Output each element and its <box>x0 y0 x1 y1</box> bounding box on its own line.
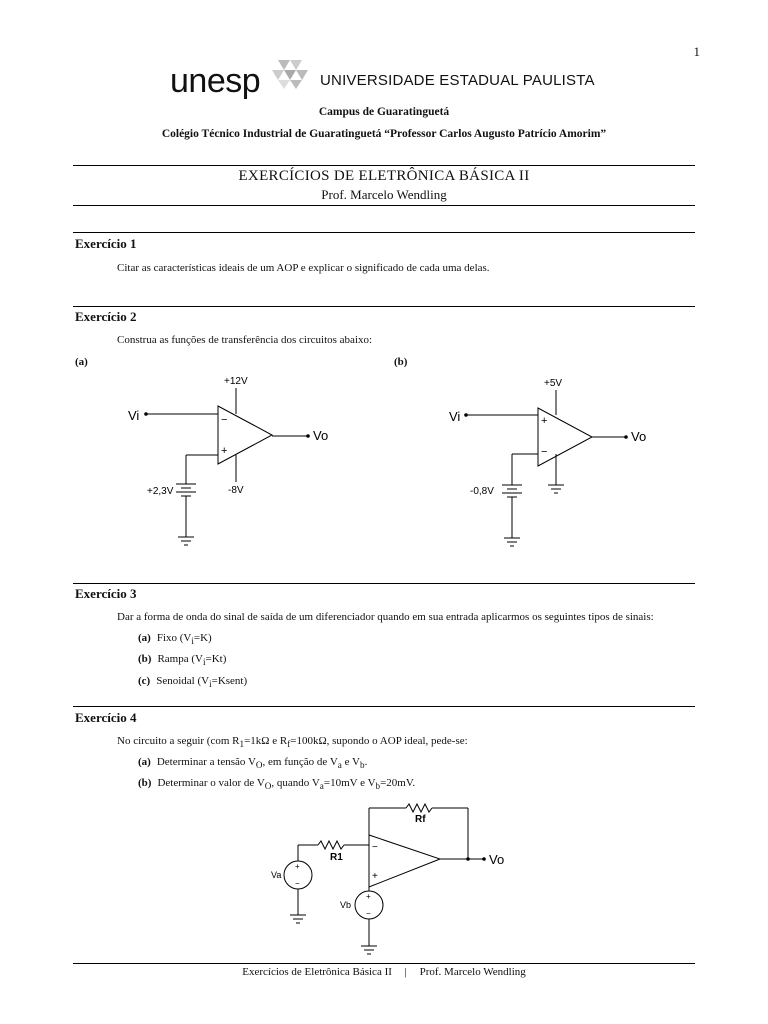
ex4-intro-t3: =100kΩ, supondo o AOP ideal, pede-se: <box>290 735 468 747</box>
title-top-rule <box>73 165 695 166</box>
ex3-item-c-post: =Ksent) <box>211 675 248 687</box>
ex4-item-a-s1: O <box>255 760 263 771</box>
ex4-item-a <box>138 756 367 770</box>
ex3-item-c <box>138 675 247 689</box>
ex3-item-b-pre: Rampa (V <box>157 653 203 665</box>
ex1-text: Citar as características ideais de um AOP e explicar o significado de cada uma delas. <box>117 262 490 274</box>
ex4-item-a-label: (a) <box>138 756 151 768</box>
circuit-b-supply-pos: +5V <box>544 378 563 389</box>
circuit-b-ref: -0,8V <box>470 486 494 497</box>
ex4-item-b-s1: O <box>264 781 272 792</box>
ex4-intro-t1: No circuito a seguir (com R <box>117 735 240 747</box>
circuit-a-plus: + <box>221 445 228 457</box>
footer-left: Exercícios de Eletrônica Básica II <box>242 966 392 978</box>
ex4-item-b-t3: =10mV e V <box>323 777 376 789</box>
ex2-heading: Exercício 2 <box>75 309 137 324</box>
college-name: Colégio Técnico Industrial de Guaratinguetá “Professor Carlos Augusto Patrício Amorim” <box>161 128 607 140</box>
ex4-item-a-t1: Determinar a tensão V <box>156 756 256 768</box>
document-author: Prof. Marcelo Wendling <box>321 187 447 202</box>
campus-name: Campus de Guaratinguetá <box>318 106 450 118</box>
ex4-r1-label: R1 <box>330 852 343 863</box>
ex3-item-a-label: (a) <box>138 632 151 644</box>
unesp-logo-icon <box>270 58 310 90</box>
ex4-opamp-triangle <box>369 835 440 887</box>
ex4-rule <box>73 706 695 707</box>
ex4-opamp-minus: − <box>372 842 378 853</box>
page-number: 1 <box>693 44 700 59</box>
opamp-a-triangle <box>218 406 272 464</box>
ex3-item-a-sub: i <box>191 636 194 647</box>
ex1-rule <box>73 232 695 233</box>
ex4-item-b-s3: b <box>375 781 381 792</box>
ex4-item-a-t2: , em função de V <box>262 756 338 768</box>
title-bottom-rule <box>73 205 695 206</box>
ex2-rule <box>73 306 695 307</box>
page-footer <box>0 966 768 978</box>
ex2-label-a: (a) <box>75 356 88 368</box>
ex3-item-a-post: =K) <box>193 632 212 644</box>
circuit-a-supply-neg: -8V <box>228 485 244 496</box>
university-name: UNIVERSIDADE ESTADUAL PAULISTA <box>320 72 595 89</box>
circuit-a-input: Vi <box>128 408 140 423</box>
ex4-intro-s1: 1 <box>239 739 245 750</box>
ex4-item-b-t1: Determinar o valor de V <box>157 777 265 789</box>
document-title: EXERCÍCIOS DE ELETRÔNICA BÁSICA II <box>238 168 530 184</box>
ex4-item-b-s2: a <box>319 781 324 792</box>
ex4-output-label: Vo <box>489 852 505 867</box>
ex4-opamp-plus: + <box>372 871 378 882</box>
footer-separator: | <box>404 966 407 978</box>
ex4-rf-label: Rf <box>415 814 426 825</box>
footer-rule <box>73 963 695 964</box>
ex3-item-b-label: (b) <box>138 653 152 665</box>
ex4-va-minus: − <box>295 879 300 888</box>
ex4-vb-plus: + <box>366 892 371 901</box>
ex4-item-b-label: (b) <box>138 777 152 789</box>
ex4-item-b-t4: =20mV. <box>380 777 416 789</box>
ex3-item-c-pre: Senoidal (V <box>156 675 210 687</box>
unesp-logo-text: unesp <box>170 62 261 100</box>
ex3-item-a <box>138 632 212 646</box>
circuit-b-output: Vo <box>631 429 647 444</box>
ex4-vb-minus: − <box>366 909 371 918</box>
circuit-a-output: Vo <box>313 428 329 443</box>
circuit-b-minus: − <box>541 446 548 458</box>
ex4-item-a-t3: e V <box>341 756 360 768</box>
circuit-a-supply-pos: +12V <box>224 376 248 387</box>
ex4-intro-t2: =1kΩ e R <box>244 735 288 747</box>
ex4-vb-label: Vb <box>340 900 352 910</box>
ex3-item-b-sub: i <box>202 657 206 668</box>
ex4-item-b <box>138 777 415 791</box>
ex3-item-c-label: (c) <box>138 675 151 687</box>
footer-right: Prof. Marcelo Wendling <box>419 966 526 978</box>
ex4-va-plus: + <box>295 862 300 871</box>
ex1-heading: Exercício 1 <box>75 236 137 251</box>
ex3-item-a-pre: Fixo (V <box>156 632 192 644</box>
ex4-intro-s2: f <box>287 739 291 750</box>
ex4-item-b-t2: , quando V <box>271 777 320 789</box>
ex3-item-b-post: =Kt) <box>205 653 227 665</box>
ex3-item-c-sub: i <box>209 679 212 690</box>
circuit-a-minus: − <box>221 414 228 426</box>
circuit-b-plus: + <box>541 415 548 427</box>
ex3-heading: Exercício 3 <box>75 586 137 601</box>
opamp-b-triangle <box>538 408 592 466</box>
circuit-a-ref: +2,3V <box>147 486 174 497</box>
ex4-item-a-s3: b <box>360 760 365 771</box>
ex4-heading: Exercício 4 <box>75 710 137 725</box>
ex3-text: Dar a forma de onda do sinal de saída de um diferenciador quando em sua entrada aplicarmos os seguintes tipos de sinais: <box>117 611 654 623</box>
ex3-item-b <box>138 653 226 667</box>
ex3-rule <box>73 583 695 584</box>
ex2-label-b: (b) <box>394 356 408 368</box>
ex4-item-a-t4: . <box>364 756 368 768</box>
ex2-text: Construa as funções de transferência dos circuitos abaixo: <box>117 334 373 346</box>
circuit-b-input: Vi <box>449 409 461 424</box>
ex4-item-a-s2: a <box>337 760 342 771</box>
ex4-intro <box>117 735 468 749</box>
ex4-va-label: Va <box>271 870 282 880</box>
